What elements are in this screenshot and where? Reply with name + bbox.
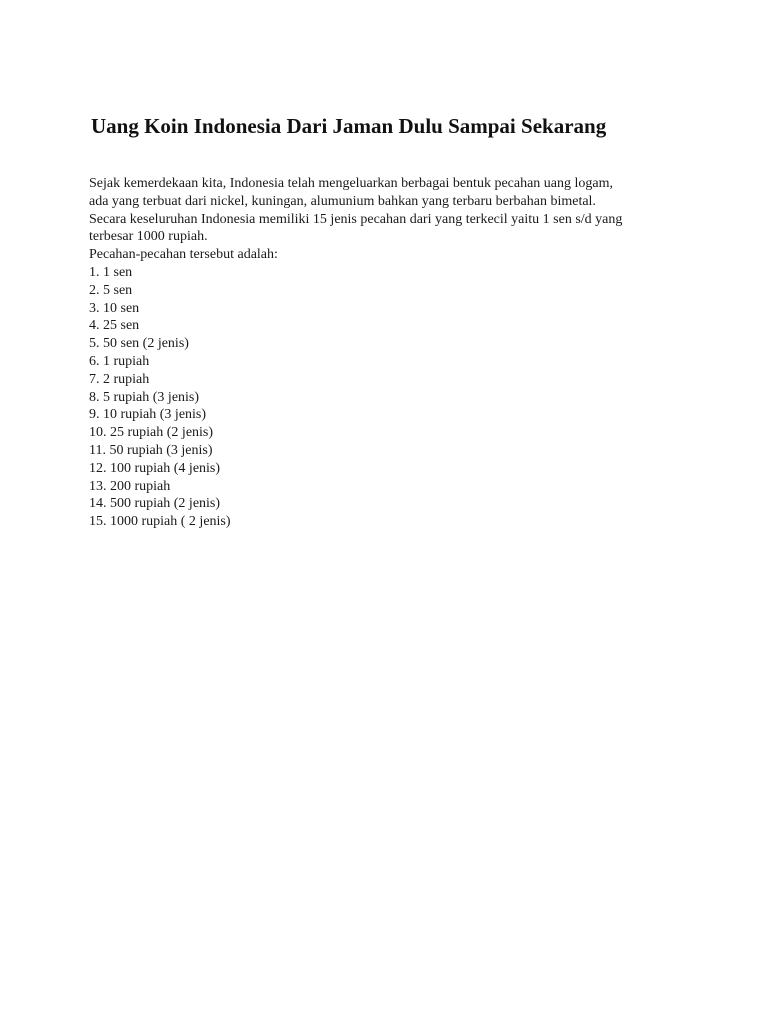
document-body xyxy=(89,175,689,531)
list-item: 13. 200 rupiah xyxy=(89,478,171,494)
list-intro: Pecahan-pecahan tersebut adalah: xyxy=(89,247,278,263)
paragraph-line: Secara keseluruhan Indonesia memiliki 15 jenis pecahan dari yang terkecil yaitu 1 sen s/d yang xyxy=(89,211,623,227)
intro-paragraph xyxy=(89,175,689,246)
denomination-list xyxy=(89,264,689,531)
paragraph-line: ada yang terbuat dari nickel, kuningan, alumunium bahkan yang terbaru berbahan bimetal. xyxy=(89,193,596,209)
list-item: 8. 5 rupiah (3 jenis) xyxy=(89,389,200,405)
list-item: 1. 1 sen xyxy=(89,264,133,280)
list-item: 9. 10 rupiah (3 jenis) xyxy=(89,407,207,423)
paragraph-line: terbesar 1000 rupiah. xyxy=(89,229,208,245)
list-item: 6. 1 rupiah xyxy=(89,353,150,369)
list-item: 4. 25 sen xyxy=(89,318,140,334)
list-item: 7. 2 rupiah xyxy=(89,371,150,387)
list-item: 2. 5 sen xyxy=(89,282,133,298)
list-item: 12. 100 rupiah (4 jenis) xyxy=(89,460,221,476)
paragraph-line: Sejak kemerdekaan kita, Indonesia telah mengeluarkan berbagai bentuk pecahan uang logam, xyxy=(89,176,614,191)
list-item: 3. 10 sen xyxy=(89,300,140,316)
list-item: 11. 50 rupiah (3 jenis) xyxy=(89,442,213,458)
list-item: 10. 25 rupiah (2 jenis) xyxy=(89,425,214,441)
page-title: Uang Koin Indonesia Dari Jaman Dulu Sampai Sekarang xyxy=(91,114,607,138)
list-item: 5. 50 sen (2 jenis) xyxy=(89,336,189,352)
list-item: 14. 500 rupiah (2 jenis) xyxy=(89,496,221,512)
list-item: 15. 1000 rupiah ( 2 jenis) xyxy=(89,514,231,530)
